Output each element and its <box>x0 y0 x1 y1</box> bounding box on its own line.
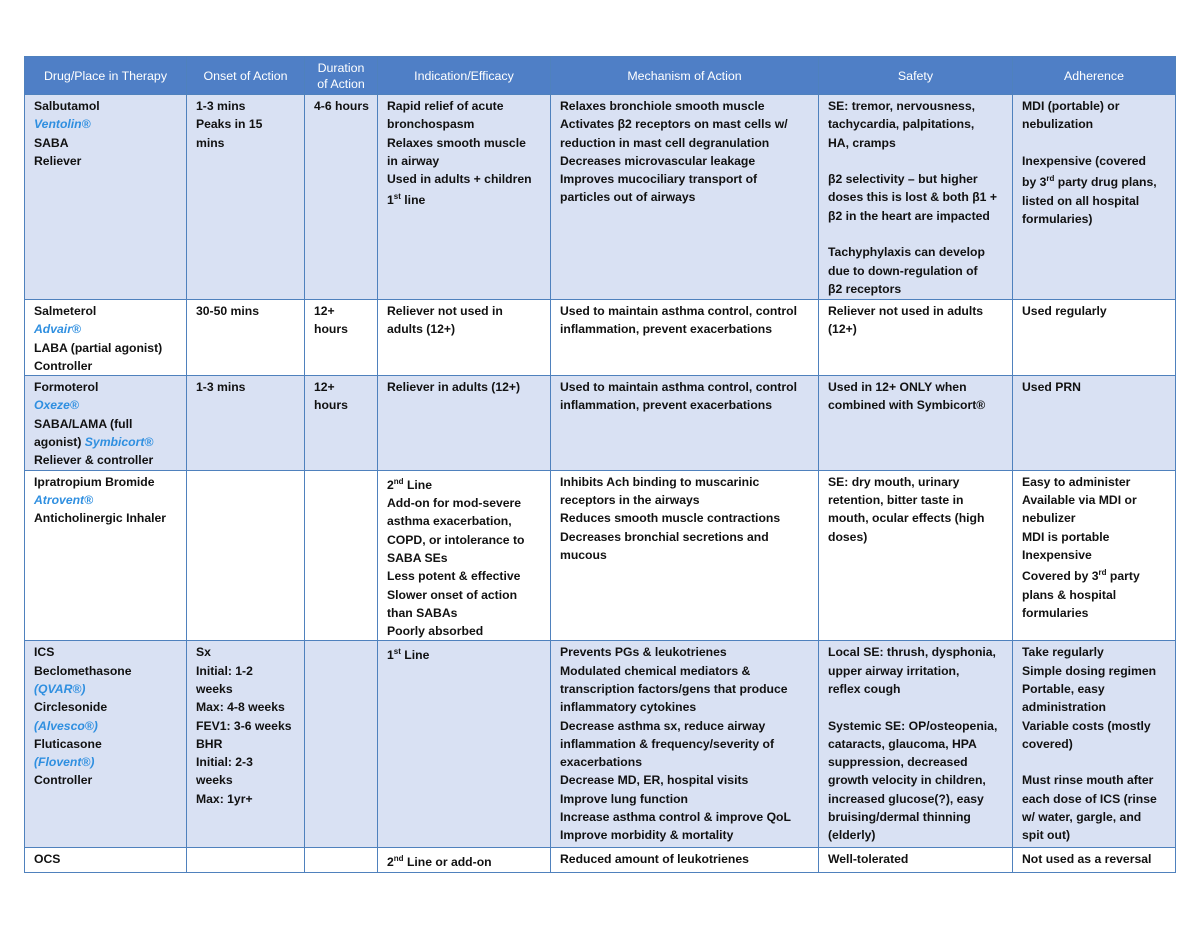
cell-duration <box>305 848 378 872</box>
cell-indication <box>378 376 551 470</box>
cell-line: exacerbations <box>560 755 642 770</box>
cell-line: Used in 12+ ONLY when <box>828 380 967 395</box>
cell-line: Controller <box>34 358 93 373</box>
cell-line: than SABAs <box>387 605 458 620</box>
cell-line: inflammation, prevent exacerbations <box>560 322 772 337</box>
cell-line: each dose of ICS (rinse <box>1022 791 1157 806</box>
cell-drug <box>25 848 187 872</box>
brand-name: Oxeze® <box>34 398 79 413</box>
cell-line: β2 receptors <box>828 281 902 296</box>
cell-line: LABA (partial agonist) <box>34 340 163 355</box>
cell-line: Peaks in 15 <box>196 117 263 132</box>
cell-indication <box>378 300 551 376</box>
cell-line: spit out) <box>1022 828 1071 843</box>
cell-line: Easy to administer <box>1022 474 1131 489</box>
brand-name: Advair® <box>34 322 81 337</box>
cell-mechanism <box>551 470 819 641</box>
table-row <box>25 470 1176 641</box>
cell-line: in airway <box>387 153 440 168</box>
table-body <box>25 95 1176 873</box>
header-indication: Indication/Efficacy <box>378 57 551 95</box>
cell-line: bruising/dermal thinning <box>828 810 971 825</box>
brand-name: (Flovent®) <box>34 755 95 770</box>
cell-line: reduction in mast cell degranulation <box>560 135 770 150</box>
cell-line: Initial: 1-2 <box>196 663 253 678</box>
cell-drug <box>25 641 187 848</box>
cell-safety <box>819 376 1013 470</box>
cell-drug <box>25 376 187 470</box>
cell-line: SABA SEs <box>387 550 448 565</box>
cell-line: inflammatory cytokines <box>560 700 697 715</box>
cell-line: OCS <box>34 852 61 867</box>
brand-name: (Alvesco®) <box>34 718 98 733</box>
cell-safety <box>819 470 1013 641</box>
cell-line: Used in adults + children <box>387 172 532 187</box>
cell-safety <box>819 95 1013 300</box>
cell-line: Fluticasone <box>34 736 102 751</box>
cell-line: Max: 4-8 weeks <box>196 700 285 715</box>
cell-line: Not used as a reversal <box>1022 852 1152 867</box>
cell-line: w/ water, gargle, and <box>1022 810 1142 825</box>
cell-line: 1st Line <box>387 647 430 663</box>
cell-line: Add-on for mod-severe <box>387 496 522 511</box>
cell-line: Inhibits Ach binding to muscarinic <box>560 474 760 489</box>
cell-onset <box>187 95 305 300</box>
cell-line: Increase asthma control & improve QoL <box>560 810 791 825</box>
cell-line: Local SE: thrush, dysphonia, <box>828 645 996 660</box>
cell-line: SABA/LAMA (full <box>34 416 133 431</box>
cell-line: Improves mucociliary transport of <box>560 172 758 187</box>
cell-line: ICS <box>34 645 55 660</box>
cell-line: inflammation & frequency/severity of <box>560 736 775 751</box>
cell-line: Reliever not used in adults <box>828 304 984 318</box>
cell-line: administration <box>1022 700 1106 715</box>
table-row <box>25 95 1176 300</box>
cell-line: Max: 1yr+ <box>196 791 253 806</box>
cell-line: Inexpensive <box>1022 547 1092 562</box>
cell-line <box>34 753 181 771</box>
cell-line: covered) <box>1022 736 1073 751</box>
cell-line: BHR <box>196 736 223 751</box>
cell-line: COPD, or intolerance to <box>387 532 525 547</box>
cell-indication <box>378 95 551 300</box>
drug-therapy-table <box>24 56 1176 873</box>
cell-line: 2nd Line or add-on <box>387 854 492 870</box>
cell-line: by 3rd party drug plans, <box>1022 174 1157 190</box>
header-drug: Drug/Place in Therapy <box>25 57 187 95</box>
cell-mechanism <box>551 95 819 300</box>
cell-line: Modulated chemical mediators & <box>560 663 751 678</box>
cell-line: Covered by 3rd party <box>1022 568 1140 584</box>
cell-line: Take regularly <box>1022 645 1104 660</box>
cell-line <box>34 115 181 133</box>
cell-line: Ipratropium Bromide <box>34 474 155 489</box>
cell-onset <box>187 848 305 872</box>
header-mechanism: Mechanism of Action <box>551 57 819 95</box>
cell-line: mouth, ocular effects (high <box>828 511 985 526</box>
cell-line: Sx <box>196 645 211 660</box>
cell-line: suppression, decreased <box>828 755 968 770</box>
cell-line <box>34 491 181 509</box>
cell-line: Slower onset of action <box>387 587 518 602</box>
cell-line: increased glucose(?), easy <box>828 791 984 806</box>
cell-safety <box>819 641 1013 848</box>
cell-line: listed on all hospital <box>1022 193 1140 208</box>
cell-line: growth velocity in children, <box>828 773 986 788</box>
cell-onset <box>187 470 305 641</box>
cell-line: Beclomethasone <box>34 663 132 678</box>
cell-line: Reliever <box>34 153 82 168</box>
cell-line: mucous <box>560 547 607 562</box>
cell-onset <box>187 376 305 470</box>
cell-duration <box>305 470 378 641</box>
cell-line: (12+) <box>828 322 857 337</box>
cell-line: 2nd Line <box>387 476 433 492</box>
cell-line: Salbutamol <box>34 99 100 113</box>
cell-line: hours <box>314 398 348 413</box>
cell-indication <box>378 848 551 872</box>
cell-line: due to down-regulation of <box>828 263 978 278</box>
cell-line <box>34 320 181 338</box>
cell-line: (elderly) <box>828 828 876 843</box>
cell-line: Used regularly <box>1022 304 1107 318</box>
cell-line: Decrease asthma sx, reduce airway <box>560 718 766 733</box>
cell-indication <box>378 470 551 641</box>
brand-name: Symbicort® <box>84 435 154 450</box>
cell-line: asthma exacerbation, <box>387 514 512 529</box>
cell-line: Reduced amount of leukotrienes <box>560 852 749 867</box>
cell-mechanism <box>551 300 819 376</box>
cell-line: 12+ <box>314 304 335 318</box>
cell-line: Poorly absorbed <box>387 624 484 639</box>
cell-line: HA, cramps <box>828 135 896 150</box>
cell-line: Decrease MD, ER, hospital visits <box>560 773 749 788</box>
header-safety: Safety <box>819 57 1013 95</box>
cell-line: nebulizer <box>1022 511 1076 526</box>
cell-line: cataracts, glaucoma, HPA <box>828 736 977 751</box>
cell-line: Portable, easy <box>1022 682 1105 696</box>
cell-line: Must rinse mouth after <box>1022 773 1154 788</box>
brand-name: Atrovent® <box>34 492 94 507</box>
cell-line: Reduces smooth muscle contractions <box>560 511 781 526</box>
cell-line: Simple dosing regimen <box>1022 663 1157 678</box>
cell-line: MDI is portable <box>1022 529 1110 544</box>
cell-line: FEV1: 3-6 weeks <box>196 718 292 733</box>
cell-line: Used to maintain asthma control, control <box>560 304 798 318</box>
cell-line: Decreases bronchial secretions and <box>560 529 769 544</box>
spacer <box>828 225 1007 243</box>
cell-safety <box>819 300 1013 376</box>
cell-line: Reliever & controller <box>34 453 154 468</box>
brand-name: (QVAR®) <box>34 682 86 696</box>
cell-line: weeks <box>196 682 233 696</box>
cell-line: hours <box>314 322 348 337</box>
header-row <box>25 57 1176 95</box>
table-row <box>25 848 1176 872</box>
cell-line: tachycardia, palpitations, <box>828 117 975 132</box>
cell-line: upper airway irritation, <box>828 663 960 678</box>
cell-line: adults (12+) <box>387 322 456 337</box>
cell-line: mins <box>196 135 225 150</box>
cell-line <box>34 396 181 414</box>
cell-line: Variable costs (mostly <box>1022 718 1151 733</box>
cell-line: transcription factors/gens that produce <box>560 682 788 696</box>
cell-line: Used PRN <box>1022 380 1081 395</box>
cell-drug <box>25 470 187 641</box>
header-duration: Duration of Action <box>305 57 378 95</box>
cell-line: Reliever not used in <box>387 304 503 318</box>
cell-line <box>34 717 181 735</box>
cell-line: Activates β2 receptors on mast cells w/ <box>560 117 788 132</box>
cell-line: 30-50 mins <box>196 304 260 318</box>
cell-line: Salmeterol <box>34 304 97 318</box>
cell-line: Less potent & effective <box>387 569 521 584</box>
cell-line: Prevents PGs & leukotrienes <box>560 645 727 660</box>
cell-line: formularies <box>1022 605 1089 620</box>
cell-line: β2 in the heart are impacted <box>828 208 990 223</box>
cell-duration <box>305 300 378 376</box>
table-row <box>25 376 1176 470</box>
cell-indication <box>378 641 551 848</box>
cell-line: 1-3 mins <box>196 380 246 395</box>
cell-line: Formoterol <box>34 380 99 395</box>
cell-line: Well-tolerated <box>828 852 909 867</box>
cell-line: Available via MDI or <box>1022 492 1137 507</box>
cell-onset <box>187 641 305 848</box>
cell-line: SABA <box>34 135 69 150</box>
cell-line: 1-3 mins <box>196 99 246 113</box>
cell-line: formularies) <box>1022 211 1093 226</box>
cell-mechanism <box>551 848 819 872</box>
cell-duration <box>305 641 378 848</box>
cell-duration <box>305 376 378 470</box>
cell-line: 12+ <box>314 380 335 395</box>
cell-line: SE: tremor, nervousness, <box>828 99 975 113</box>
cell-line: SE: dry mouth, urinary <box>828 474 960 489</box>
cell-line: plans & hospital <box>1022 587 1117 602</box>
brand-name: Ventolin® <box>34 117 91 132</box>
cell-line: agonist) Symbicort® <box>34 435 154 450</box>
header-onset: Onset of Action <box>187 57 305 95</box>
cell-line: MDI (portable) or <box>1022 99 1120 113</box>
cell-line: Systemic SE: OP/osteopenia, <box>828 718 998 733</box>
cell-line: Controller <box>34 773 93 788</box>
cell-adherence <box>1013 376 1176 470</box>
cell-adherence <box>1013 641 1176 848</box>
cell-adherence <box>1013 95 1176 300</box>
cell-line: Inexpensive (covered <box>1022 153 1146 168</box>
table-row <box>25 641 1176 848</box>
header-adherence: Adherence <box>1013 57 1176 95</box>
cell-line: reflex cough <box>828 682 901 696</box>
cell-line: doses) <box>828 529 868 544</box>
spacer <box>1022 753 1170 771</box>
cell-line: inflammation, prevent exacerbations <box>560 398 772 413</box>
cell-drug <box>25 95 187 300</box>
spacer <box>828 152 1007 170</box>
cell-line: Improve lung function <box>560 791 688 806</box>
cell-line: Tachyphylaxis can develop <box>828 245 985 260</box>
cell-mechanism <box>551 376 819 470</box>
cell-adherence <box>1013 848 1176 872</box>
cell-adherence <box>1013 470 1176 641</box>
cell-line: retention, bitter taste in <box>828 492 964 507</box>
cell-line: Anticholinergic Inhaler <box>34 511 167 526</box>
cell-line: nebulization <box>1022 117 1094 132</box>
cell-line: Decreases microvascular leakage <box>560 153 756 168</box>
cell-line: particles out of airways <box>560 190 696 205</box>
table-row <box>25 300 1176 376</box>
cell-line: receptors in the airways <box>560 492 700 507</box>
cell-onset <box>187 300 305 376</box>
cell-line: β2 selectivity – but higher <box>828 172 978 187</box>
cell-line: 4-6 hours <box>314 99 369 113</box>
cell-adherence <box>1013 300 1176 376</box>
cell-line: Reliever in adults (12+) <box>387 380 521 395</box>
cell-line: Used to maintain asthma control, control <box>560 380 798 395</box>
cell-line: doses this is lost & both β1 + <box>828 190 997 205</box>
cell-safety <box>819 848 1013 872</box>
cell-line: bronchospasm <box>387 117 475 132</box>
cell-line: Relaxes bronchiole smooth muscle <box>560 99 765 113</box>
cell-line: Rapid relief of acute <box>387 99 504 113</box>
cell-line: 1st line <box>387 192 426 208</box>
cell-line <box>34 680 181 698</box>
spacer <box>1022 134 1170 152</box>
cell-line: combined with Symbicort® <box>828 398 986 413</box>
cell-line: Relaxes smooth muscle <box>387 135 526 150</box>
cell-duration <box>305 95 378 300</box>
cell-line: Initial: 2-3 <box>196 755 253 770</box>
cell-line: Circlesonide <box>34 700 108 715</box>
cell-line: weeks <box>196 773 233 788</box>
spacer <box>828 698 1007 716</box>
cell-drug <box>25 300 187 376</box>
cell-line: Improve morbidity & mortality <box>560 828 734 843</box>
cell-mechanism <box>551 641 819 848</box>
